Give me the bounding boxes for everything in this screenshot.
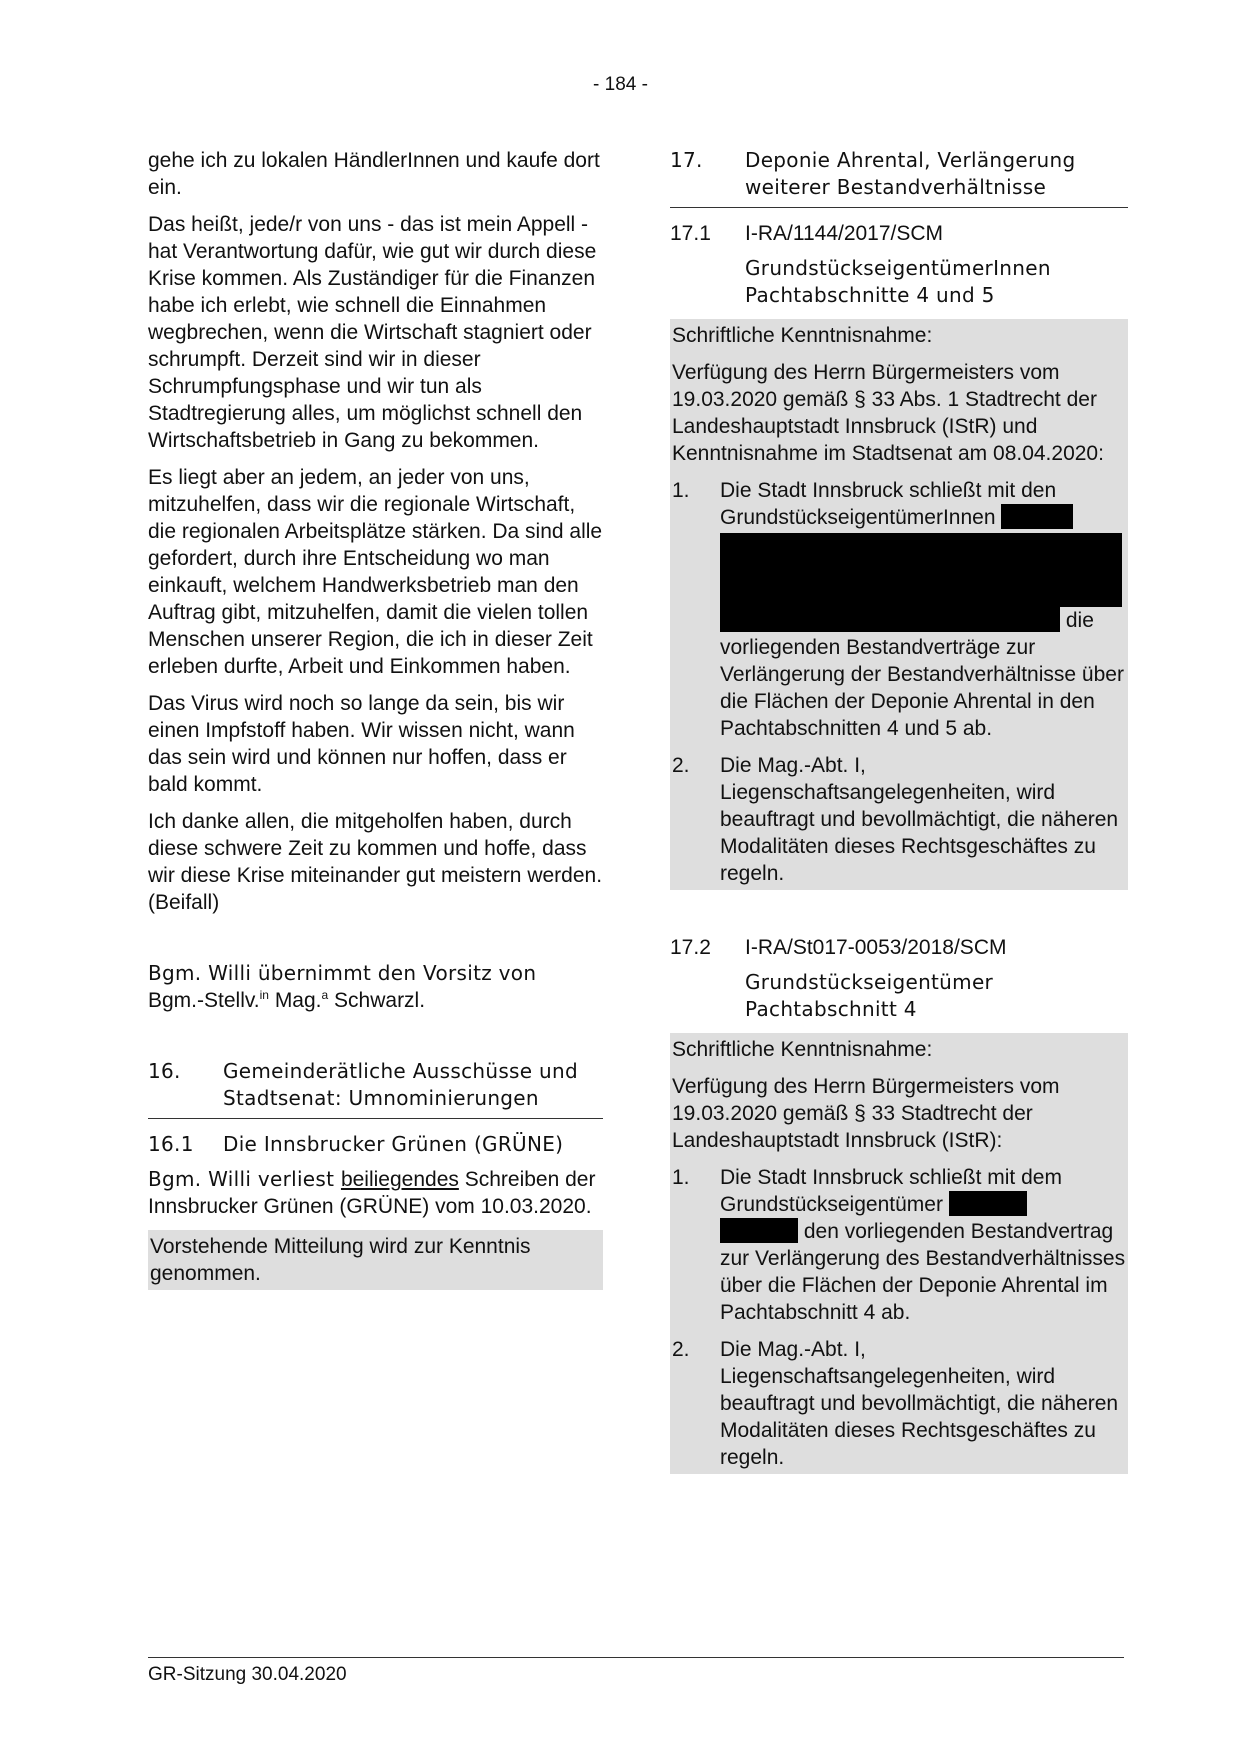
chair-sup-2: a (321, 988, 329, 1002)
paragraph: Das Virus wird noch so lange da sein, bis wir einen Impfstoff haben. Wir wissen nicht, wann das sein wird und können nur hoffen, dass er bald kommt. (148, 692, 575, 796)
reference-number: I-RA/1144/2017/SCM (745, 222, 944, 245)
notice-box: Vorstehende Mitteilung wird zur Kenntnis genommen. (148, 1230, 603, 1290)
section-17-1-heading (670, 220, 1128, 247)
chair-text-b: Bgm.-Stellv. (148, 989, 260, 1012)
decision-box-2 (670, 1033, 1128, 1474)
divider (148, 1114, 603, 1119)
letter-text: Bgm. Willi verliest (148, 1167, 341, 1191)
section-number: 17. (670, 148, 703, 172)
list-item (672, 1164, 1126, 1326)
item-text: die (1065, 609, 1094, 632)
box-label: Schriftliche Kenntnisnahme: (672, 324, 933, 347)
item-text: Die Mag.-Abt. I, Liegenschaftsangelegenheiten, wird beauftragt und bevollmächtigt, die näheren Modalitäten dieses Rechtsgeschäftes zu regeln. (720, 754, 1119, 885)
item-text: Die Stadt Innsbruck schließt mit den GrundstückseigentümerInnen (720, 479, 1057, 529)
list-item (672, 477, 1126, 742)
page-number: - 184 - (593, 74, 648, 95)
subsection-number: 17.2 (670, 936, 711, 959)
item-text: den vorliegenden Bestandvertrag zur Verlängerung des Bestandverhältnisses über die Flächen der Deponie Ahrental im Pachtabschnitt 4 ab. (720, 1220, 1126, 1324)
letter-text-end: Schreiben der Innsbrucker Grünen (GRÜNE) vom 10.03.2020. (148, 1168, 596, 1218)
box-intro: Verfügung des Herrn Bürgermeisters vom 19.03.2020 gemäß § 33 Stadtrecht der Landeshauptstadt Innsbruck (IStR): (672, 1075, 1060, 1152)
redaction-block (949, 1191, 1027, 1216)
item-number: 1. (672, 479, 690, 502)
item-number: 1. (672, 1166, 690, 1189)
subsection-subtitle: GrundstückseigentümerInnen Pachtabschnitte 4 und 5 (745, 256, 1051, 307)
attachment-link[interactable]: beiliegendes (340, 1168, 459, 1191)
chair-change-note (148, 960, 603, 1014)
left-column (148, 147, 603, 1290)
section-title: Gemeinderätliche Ausschüsse und Stadtsenat: Umnominierungen (223, 1059, 578, 1110)
list-item (672, 752, 1126, 887)
item-number: 2. (672, 754, 690, 777)
decision-box-1 (670, 319, 1128, 890)
chair-text-a: Bgm. Willi übernimmt den Vorsitz von (148, 961, 537, 985)
right-column (670, 147, 1128, 1474)
subsection-subtitle: Grundstückseigentümer Pachtabschnitt 4 (745, 970, 994, 1021)
item-text: Die Mag.-Abt. I, Liegenschaftsangelegenheiten, wird beauftragt und bevollmächtigt, die näheren Modalitäten dieses Rechtsgeschäftes zu regeln. (720, 1338, 1119, 1469)
footer-text: GR-Sitzung 30.04.2020 (148, 1664, 347, 1685)
item-number: 2. (672, 1338, 690, 1361)
redaction-block (720, 607, 1060, 632)
section-16-heading (148, 1058, 603, 1112)
section-number: 16. (148, 1059, 181, 1083)
paragraph: gehe ich zu lokalen HändlerInnen und kaufe dort ein. (148, 149, 600, 199)
divider (670, 203, 1128, 208)
paragraph: Das heißt, jede/r von uns - das ist mein Appell - hat Verantwortung dafür, wie gut wir durch diese Krise kommen. Als Zuständiger für die Finanzen habe ich erlebt, wie schnell die Einnahmen wegbrechen, wenn die Wirtschaft stagniert oder schrumpft. Derzeit sind wir in dieser Schrumpfungsphase und wir tun als Stadtregierung alles, um möglichst schnell den Wirtschaftsbetrieb in Gang zu bekommen. (148, 213, 597, 452)
redaction-block (720, 533, 1122, 607)
paragraph: Es liegt aber an jedem, an jeder von uns, mitzuhelfen, dass wir die regionale Wirtschaft, die regionalen Arbeitsplätze stärken. Da sind alle gefordert, durch ihre Entscheidung wo man einkauft, welchem Handwerksbetrieb man den Auftrag gibt, mitzuhelfen, damit die vielen tollen Menschen unserer Region, die ich in dieser Zeit erleben durfte, Arbeit und Einkommen haben. (148, 466, 603, 678)
section-16-1-heading (148, 1131, 603, 1158)
chair-text-d: Schwarzl. (328, 989, 426, 1012)
subsection-title: Die Innsbrucker Grünen (GRÜNE) (223, 1132, 564, 1156)
reference-number: I-RA/St017-0053/2018/SCM (745, 936, 1007, 959)
section-17-2-heading (670, 934, 1128, 961)
subsection-number: 16.1 (148, 1132, 194, 1156)
redaction-block (1001, 504, 1073, 529)
section-17-heading (670, 147, 1128, 201)
subsection-number: 17.1 (670, 222, 711, 245)
chair-text-c: Mag. (268, 989, 322, 1012)
paragraph: Ich danke allen, die mitgeholfen haben, durch diese schwere Zeit zu kommen und hoffe, dass wir diese Krise miteinander gut meistern werden. (Beifall) (148, 810, 603, 914)
chair-sup-1: in (259, 988, 269, 1002)
redaction-block (720, 1218, 798, 1243)
box-label: Schriftliche Kenntnisnahme: (672, 1038, 933, 1061)
section-title: Deponie Ahrental, Verlängerung weiterer Bestandverhältnisse (745, 148, 1076, 199)
box-intro: Verfügung des Herrn Bürgermeisters vom 19.03.2020 gemäß § 33 Abs. 1 Stadtrecht der Landeshauptstadt Innsbruck (IStR) und Kenntnisnahme im Stadtsenat am 08.04.2020: (672, 361, 1104, 465)
item-text: vorliegenden Bestandverträge zur Verlängerung der Bestandverhältnisse über die Flächen der Deponie Ahrental in den Pachtabschnitten 4 und 5 ab. (720, 636, 1124, 740)
footer-divider (148, 1657, 1124, 1658)
letter-paragraph (148, 1166, 603, 1220)
list-item (672, 1336, 1126, 1471)
item-text: Die Stadt Innsbruck schließt mit dem Grundstückseigentümer (720, 1166, 1062, 1216)
